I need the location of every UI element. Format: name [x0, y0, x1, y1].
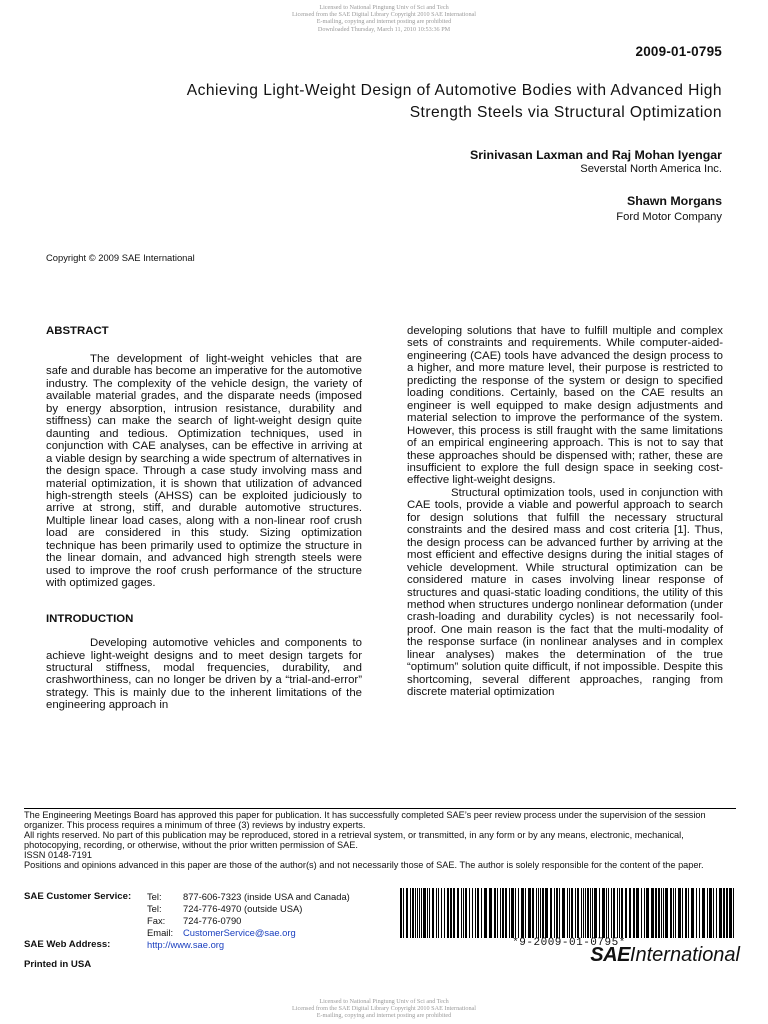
barcode-bar [500, 888, 501, 938]
introduction-heading: INTRODUCTION [46, 612, 134, 625]
barcode-bar [709, 888, 712, 938]
barcode-bar [545, 888, 548, 938]
barcode-bar [494, 888, 496, 938]
barcode-bar [592, 888, 593, 938]
barcode-bar [410, 888, 411, 938]
barcode-bar [661, 888, 662, 938]
contact-value: 724-776-0790 [183, 915, 242, 926]
barcode-bar [502, 888, 504, 938]
barcode-bar [427, 888, 428, 938]
barcode-bar [423, 888, 426, 938]
barcode-bar [441, 888, 442, 938]
barcode-bar [489, 888, 492, 938]
barcode-bar [472, 888, 473, 938]
barcode-bar [673, 888, 674, 938]
barcode-bar [594, 888, 597, 938]
web-address-label: SAE Web Address: [24, 939, 111, 950]
web-address-link[interactable]: http://www.sae.org [147, 939, 225, 950]
barcode-bar [542, 888, 544, 938]
barcode-bar [484, 888, 487, 938]
abstract-text: The development of light-weight vehicles that are safe and durable has become an imperative for the automotive industry. The complexity of the vehicle design, the variety of available material grades, and the disparate needs (imposed by energy absorption, intrusion resistance, durability and stiffness) can make the search of light-weight design quite daunting and tedious. Optimization techniques, used in conjunction with CAE analyses, can be effective in arriving at a viable design by searching a wide spectrum of alternatives in the design space. Through a case study involving mass and material optimization, it is shown that utilization of advanced high-strength steels (AHSS) can be exploited judiciously to arrive at strong, stiff, and durable automotive structures. Multiple linear load cases, along with a non-linear roof crush load are considered in this study. Sizing optimization technique has been primarily used to optimize the structure in the linear domain, and advanced high strength steels were used to improve the roof crush performance of the structure with optimized gages. [46, 353, 362, 590]
watermark-line: Licensed from the SAE Digital Library Copyright 2010 SAE International [291, 11, 477, 19]
barcode-bar [540, 888, 541, 938]
barcode-bar [613, 888, 615, 938]
barcode-bar [477, 888, 479, 938]
barcode-bar [663, 888, 664, 938]
barcode-bar [556, 888, 558, 938]
barcode-bar [621, 888, 623, 938]
barcode-bar [587, 888, 589, 938]
barcode-bar [438, 888, 439, 938]
barcode-bar [583, 888, 584, 938]
barcode-bar [729, 888, 732, 938]
barcode-bar [702, 888, 705, 938]
barcode-bar [691, 888, 694, 938]
right-column [407, 325, 723, 699]
barcode-bar [505, 888, 507, 938]
barcode-bar [532, 888, 534, 938]
barcode-bar [658, 888, 660, 938]
barcode-bar [590, 888, 591, 938]
barcode-bar [421, 888, 422, 938]
barcode-bar [550, 888, 552, 938]
barcode-bar [699, 888, 700, 938]
barcode-bar [528, 888, 531, 938]
footer-notice [24, 810, 736, 871]
barcode-bar [633, 888, 635, 938]
barcode-bar [554, 888, 555, 938]
barcode-bar [429, 888, 430, 938]
barcode-bar [432, 888, 434, 938]
barcode-bar [716, 888, 717, 938]
introduction-paragraph: Developing automotive vehicles and components to achieve light-weight designs and to meet design targets for structural stiffness, modal frequencies, durability, and crashworthiness, can no longer be driven by a “trial-and-error” strategy. This is mainly due to the inherent limitations of the engineering approach in [46, 637, 362, 712]
barcode-bar [567, 888, 568, 938]
barcode-bar [641, 888, 642, 938]
barcode-bar [575, 888, 576, 938]
barcode-bar [617, 888, 618, 938]
barcode-bar [525, 888, 526, 938]
barcode-bar [417, 888, 418, 938]
barcode-bar [538, 888, 539, 938]
barcode-bar [400, 888, 402, 938]
author-affiliation: Ford Motor Company [616, 211, 722, 223]
rights-notice: All rights reserved. No part of this publication may be reproduced, stored in a retrieval system, or transmitted, in any form or by any means, electronic, mechanical, photocopying, recording, or otherwise, without the prior written permission of SAE. [24, 830, 684, 851]
barcode-bar [611, 888, 612, 938]
barcode-bar [726, 888, 728, 938]
introduction-paragraph: Structural optimization tools, used in conjunction with CAE tools, provide a viable and powerful approach to search for design solutions that fulfill the necessary structural constraints and the desired mass and cost criteria [1]. Thus, the design process can be advanced further by arriving at the most efficient and effective designs during the initial stages of vehicle development. While structural optimization can be considered mature in cases involving linear response of structures and quasi-static loading conditions, the utility of this method when structures undergo nonlinear deformation (under crash-loading and durability cycles) is not necessarily fool-proof. One main reason is the fact that the multi-modality of the response surface (in nonlinear analyses and in complex linear analyses) makes the determination of the true “optimum” solution quite difficult, if not impossible. Despite this shortcoming, several different approaches, ranging from discrete material optimization [407, 486, 723, 699]
barcode-bar [608, 888, 609, 938]
barcode-bar [599, 888, 600, 938]
barcode-bar [585, 888, 586, 938]
contact-type: Tel: [147, 903, 162, 914]
barcode-bar [419, 888, 420, 938]
barcode-bar [436, 888, 437, 938]
barcode-bar [521, 888, 524, 938]
barcode-text: *9-2009-01-0795* [512, 937, 626, 949]
barcode-bar [713, 888, 714, 938]
printed-in-usa: Printed in USA [24, 959, 92, 970]
title-line: Strength Steels via Structural Optimization [409, 104, 722, 121]
barcode-bar [733, 888, 734, 938]
barcode-bar [571, 888, 573, 938]
barcode-bar [559, 888, 560, 938]
contact-type: Fax: [147, 915, 166, 926]
barcode-bar [465, 888, 467, 938]
paper-title [82, 80, 722, 124]
author-affiliation: Severstal North America Inc. [580, 163, 722, 175]
barcode-bar [602, 888, 605, 938]
barcode-bar [497, 888, 498, 938]
barcode-bar [723, 888, 725, 938]
barcode-bar [675, 888, 676, 938]
author-names: Shawn Morgans [626, 194, 722, 208]
watermark-line: Licensed from the SAE Digital Library Copyright 2010 SAE International [291, 1005, 477, 1013]
download-watermark-bottom [0, 998, 768, 1020]
barcode-bar [509, 888, 510, 938]
barcode-bar [515, 888, 516, 938]
contact-value: 877-606-7323 (inside USA and Canada) [183, 891, 350, 902]
opinions-notice: Positions and opinions advanced in this paper are those of the author(s) and not necessarily those of SAE. The author is solely responsible for the content of the paper. [24, 860, 704, 871]
customer-service-label: SAE Customer Service: [24, 891, 132, 902]
introduction-paragraph-continued: developing solutions that have to fulfill multiple and complex sets of constraints and requirements. While computer-aided-engineering (CAE) tools have advanced the design process to a higher, and more mature level, their purpose is restricted to predicting the response of the system or design to specified loading conditions. Certainly, based on the CAE results an engineer is well equipped to make design adjustments and material selection to improve the performance of the system. However, this process is still fraught with the same limitations of an empirical engineering approach. This is not to say that these approaches should be dispensed with; rather, these are insufficient to explore the full design space in seeking cost-effective light-weight designs. [407, 325, 723, 487]
barcode-bar [581, 888, 582, 938]
barcode-bar [403, 888, 404, 938]
barcode [398, 888, 740, 938]
contact-value: 724-776-4970 (outside USA) [183, 903, 303, 914]
barcode-bar [629, 888, 631, 938]
watermark-line: E-mailing, copying and internet posting are prohibited [316, 18, 452, 26]
barcode-bar [447, 888, 449, 938]
barcode-bar [670, 888, 672, 938]
barcode-bar [619, 888, 620, 938]
email-link[interactable]: CustomerService@sae.org [183, 927, 296, 938]
barcode-bar [406, 888, 408, 938]
watermark-line: Licensed to National Pingtung Univ of Sci and Tech [319, 998, 449, 1005]
barcode-bar [569, 888, 570, 938]
barcode-bar [655, 888, 657, 938]
barcode-bar [475, 888, 476, 938]
title-line: Achieving Light-Weight Design of Automotive Bodies with Advanced High [186, 82, 722, 99]
barcode-bar [444, 888, 445, 938]
download-watermark-top [0, 4, 768, 33]
review-notice: The Engineering Meetings Board has approved this paper for publication. It has successfully completed SAE’s peer review process under the supervision of the session organizer. This process requires a minimum of three (3) reviews by industry experts. [24, 810, 706, 831]
barcode-bar [450, 888, 452, 938]
barcode-bar [463, 888, 464, 938]
barcode-bar [415, 888, 416, 938]
contact-type: Tel: [147, 891, 162, 902]
author-names: Srinivasan Laxman and Raj Mohan Iyengar [469, 148, 722, 162]
issn: ISSN 0148-7191 [24, 850, 92, 861]
left-column [46, 353, 362, 712]
sae-international-logo [590, 944, 740, 967]
barcode-bar [646, 888, 649, 938]
barcode-bar [707, 888, 708, 938]
footer-divider [24, 808, 736, 809]
barcode-bar [606, 888, 607, 938]
barcode-bar [682, 888, 683, 938]
barcode-bar [625, 888, 627, 938]
barcode-bar [536, 888, 537, 938]
sae-logo-mark: SAE [590, 944, 630, 966]
barcode-bar [688, 888, 689, 938]
barcode-bar [457, 888, 459, 938]
barcode-bar [685, 888, 687, 938]
barcode-bar [518, 888, 519, 938]
barcode-bar [461, 888, 462, 938]
barcode-bar [651, 888, 654, 938]
barcode-bar [636, 888, 639, 938]
contact-type: Email: [147, 927, 174, 938]
barcode-bar [481, 888, 482, 938]
watermark-line: Licensed to National Pingtung Univ of Sci and Tech [319, 4, 449, 11]
barcode-bar [644, 888, 645, 938]
copyright-notice: Copyright © 2009 SAE International [46, 252, 195, 263]
sae-logo-word: International [629, 944, 740, 966]
barcode-bar [412, 888, 414, 938]
barcode-bar [678, 888, 681, 938]
barcode-bar [562, 888, 565, 938]
barcode-bar [511, 888, 514, 938]
barcode-bar [469, 888, 470, 938]
barcode-bar [719, 888, 722, 938]
barcode-bar [577, 888, 579, 938]
barcode-bar [696, 888, 697, 938]
abstract-heading: ABSTRACT [46, 325, 109, 337]
paper-number: 2009-01-0795 [635, 44, 722, 59]
barcode-bar [665, 888, 668, 938]
barcode-bar [453, 888, 455, 938]
watermark-line: E-mailing, copying and internet posting are prohibited [316, 1012, 452, 1020]
watermark-line: Downloaded Thursday, March 11, 2010 10:53:36 PM [317, 25, 451, 33]
